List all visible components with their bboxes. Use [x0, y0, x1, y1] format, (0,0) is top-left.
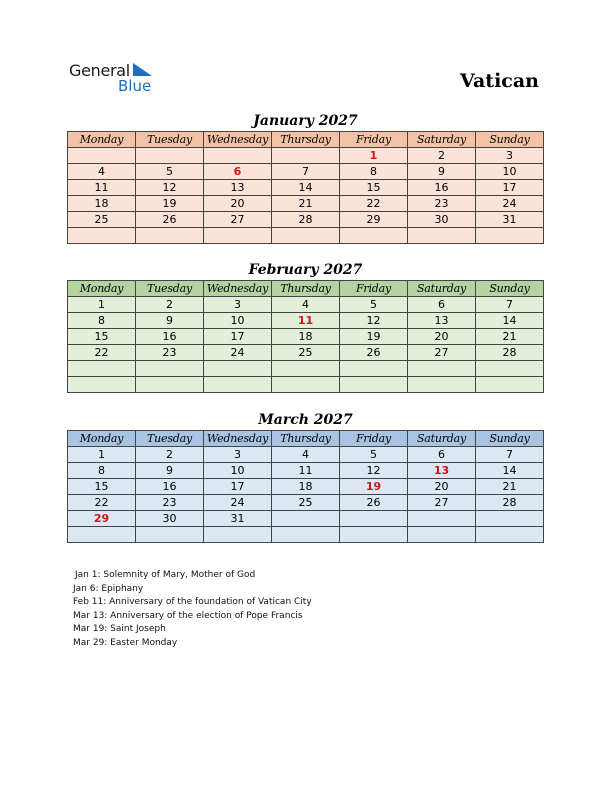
- holiday-note: Jan 6: Epiphany: [73, 583, 144, 594]
- day-cell: 22: [68, 495, 136, 511]
- day-cell: 22: [340, 196, 408, 212]
- month-march: [67, 410, 544, 543]
- day-cell: 28: [476, 345, 544, 361]
- day-cell: 7: [272, 164, 340, 180]
- day-cell: 2: [136, 297, 204, 313]
- holiday-note: Mar 29: Easter Monday: [73, 637, 178, 648]
- holiday-note: Mar 19: Saint Joseph: [73, 624, 166, 634]
- day-cell: 16: [136, 329, 204, 345]
- day-cell: 29: [340, 212, 408, 228]
- day-cell: [340, 511, 408, 527]
- day-cell: 23: [408, 196, 476, 212]
- day-cell: [340, 527, 408, 543]
- day-cell: 8: [68, 463, 136, 479]
- day-cell: 7: [476, 447, 544, 463]
- day-cell: [136, 361, 204, 377]
- weekday-header-tuesday: Tuesday: [136, 281, 204, 297]
- week-row: [68, 447, 544, 463]
- week-row: [68, 463, 544, 479]
- day-cell: 6: [408, 447, 476, 463]
- week-row: [68, 148, 544, 164]
- day-cell: 23: [136, 495, 204, 511]
- day-cell: 20: [408, 479, 476, 495]
- day-cell: [476, 228, 544, 244]
- day-cell: 3: [204, 447, 272, 463]
- month-title: February 2027: [248, 262, 363, 278]
- week-row: [68, 228, 544, 244]
- weekday-header-friday: Friday: [340, 431, 408, 447]
- week-row: [68, 361, 544, 377]
- day-cell: [476, 511, 544, 527]
- month-title: January 2027: [253, 113, 358, 129]
- day-cell: 26: [340, 345, 408, 361]
- holiday-day-cell: 19: [340, 479, 408, 495]
- day-cell: [204, 361, 272, 377]
- day-cell: 5: [136, 164, 204, 180]
- day-cell: 5: [340, 297, 408, 313]
- weekday-header-row: [68, 431, 544, 447]
- day-cell: 24: [204, 345, 272, 361]
- day-cell: 8: [340, 164, 408, 180]
- day-cell: 14: [272, 180, 340, 196]
- holiday-day-cell: 11: [272, 313, 340, 329]
- day-cell: [408, 228, 476, 244]
- day-cell: [136, 148, 204, 164]
- weekday-header-wednesday: Wednesday: [204, 431, 272, 447]
- day-cell: 14: [476, 463, 544, 479]
- day-cell: 18: [272, 329, 340, 345]
- holiday-day-cell: 1: [340, 148, 408, 164]
- week-row: [68, 511, 544, 527]
- day-cell: 4: [272, 297, 340, 313]
- week-row: [68, 212, 544, 228]
- week-row: [68, 164, 544, 180]
- day-cell: 18: [272, 479, 340, 495]
- logo-flag-icon: [133, 63, 155, 77]
- day-cell: 9: [136, 313, 204, 329]
- day-cell: [272, 361, 340, 377]
- calendar-table: [67, 280, 544, 393]
- day-cell: 25: [272, 345, 340, 361]
- day-cell: 1: [68, 297, 136, 313]
- day-cell: [204, 228, 272, 244]
- day-cell: 10: [204, 313, 272, 329]
- day-cell: [204, 148, 272, 164]
- weekday-header-thursday: Thursday: [272, 281, 340, 297]
- week-row: [68, 313, 544, 329]
- weekday-header-friday: Friday: [340, 281, 408, 297]
- brand-blue-text: Blue: [118, 77, 152, 95]
- holiday-note: Feb 11: Anniversary of the foundation of Vatican City: [73, 597, 312, 607]
- holiday-day-cell: 29: [68, 511, 136, 527]
- day-cell: 5: [340, 447, 408, 463]
- day-cell: 31: [476, 212, 544, 228]
- day-cell: [68, 361, 136, 377]
- day-cell: 13: [408, 313, 476, 329]
- day-cell: 15: [340, 180, 408, 196]
- day-cell: 28: [272, 212, 340, 228]
- day-cell: 12: [136, 180, 204, 196]
- day-cell: 17: [204, 329, 272, 345]
- month-title: March 2027: [258, 412, 353, 428]
- week-row: [68, 479, 544, 495]
- day-cell: [272, 377, 340, 393]
- day-cell: 12: [340, 313, 408, 329]
- day-cell: [476, 527, 544, 543]
- week-row: [68, 329, 544, 345]
- day-cell: [340, 361, 408, 377]
- day-cell: [408, 361, 476, 377]
- month-january: [67, 111, 544, 244]
- day-cell: 22: [68, 345, 136, 361]
- day-cell: 9: [136, 463, 204, 479]
- day-cell: [68, 527, 136, 543]
- day-cell: [340, 228, 408, 244]
- day-cell: 26: [340, 495, 408, 511]
- weekday-header-row: [68, 281, 544, 297]
- day-cell: 17: [204, 479, 272, 495]
- day-cell: 30: [136, 511, 204, 527]
- calendar-table: [67, 131, 544, 244]
- day-cell: [272, 228, 340, 244]
- week-row: [68, 527, 544, 543]
- day-cell: 6: [408, 297, 476, 313]
- day-cell: 21: [476, 479, 544, 495]
- week-row: [68, 377, 544, 393]
- weekday-header-saturday: Saturday: [408, 281, 476, 297]
- day-cell: [68, 148, 136, 164]
- weekday-header-thursday: Thursday: [272, 431, 340, 447]
- weekday-header-row: [68, 132, 544, 148]
- weekday-header-wednesday: Wednesday: [204, 281, 272, 297]
- weekday-header-thursday: Thursday: [272, 132, 340, 148]
- day-cell: 15: [68, 479, 136, 495]
- weekday-header-friday: Friday: [340, 132, 408, 148]
- country-title: Vatican: [460, 70, 539, 92]
- weekday-header-tuesday: Tuesday: [136, 431, 204, 447]
- day-cell: 10: [204, 463, 272, 479]
- day-cell: 28: [476, 495, 544, 511]
- weekday-header-monday: Monday: [68, 431, 136, 447]
- month-february: [67, 260, 544, 393]
- day-cell: [408, 527, 476, 543]
- day-cell: 7: [476, 297, 544, 313]
- day-cell: 23: [136, 345, 204, 361]
- day-cell: [204, 377, 272, 393]
- week-row: [68, 345, 544, 361]
- day-cell: [136, 228, 204, 244]
- day-cell: 17: [476, 180, 544, 196]
- day-cell: [204, 527, 272, 543]
- day-cell: 18: [68, 196, 136, 212]
- day-cell: 30: [408, 212, 476, 228]
- day-cell: 31: [204, 511, 272, 527]
- day-cell: [272, 148, 340, 164]
- day-cell: [272, 511, 340, 527]
- day-cell: 26: [136, 212, 204, 228]
- day-cell: [476, 377, 544, 393]
- day-cell: [340, 377, 408, 393]
- day-cell: 2: [408, 148, 476, 164]
- day-cell: 13: [204, 180, 272, 196]
- day-cell: 12: [340, 463, 408, 479]
- brand-logo: [69, 61, 169, 95]
- weekday-header-saturday: Saturday: [408, 431, 476, 447]
- day-cell: 27: [204, 212, 272, 228]
- week-row: [68, 196, 544, 212]
- weekday-header-sunday: Sunday: [476, 281, 544, 297]
- brand-general-text: General: [69, 61, 130, 80]
- day-cell: 1: [68, 447, 136, 463]
- day-cell: [272, 527, 340, 543]
- weekday-header-monday: Monday: [68, 132, 136, 148]
- day-cell: 20: [408, 329, 476, 345]
- day-cell: 19: [340, 329, 408, 345]
- day-cell: 9: [408, 164, 476, 180]
- day-cell: 27: [408, 345, 476, 361]
- day-cell: 21: [476, 329, 544, 345]
- holiday-notes: [73, 569, 312, 650]
- day-cell: 25: [68, 212, 136, 228]
- holiday-day-cell: 13: [408, 463, 476, 479]
- day-cell: 2: [136, 447, 204, 463]
- day-cell: [408, 377, 476, 393]
- holiday-note: Jan 1: Solemnity of Mary, Mother of God: [75, 570, 256, 580]
- day-cell: 25: [272, 495, 340, 511]
- day-cell: [68, 228, 136, 244]
- calendar-table: [67, 430, 544, 543]
- weekday-header-sunday: Sunday: [476, 132, 544, 148]
- weekday-header-monday: Monday: [68, 281, 136, 297]
- day-cell: 19: [136, 196, 204, 212]
- weekday-header-tuesday: Tuesday: [136, 132, 204, 148]
- day-cell: 11: [68, 180, 136, 196]
- day-cell: 16: [136, 479, 204, 495]
- day-cell: 8: [68, 313, 136, 329]
- day-cell: 4: [68, 164, 136, 180]
- day-cell: 3: [476, 148, 544, 164]
- week-row: [68, 297, 544, 313]
- day-cell: 24: [204, 495, 272, 511]
- week-row: [68, 180, 544, 196]
- holiday-day-cell: 6: [204, 164, 272, 180]
- day-cell: 27: [408, 495, 476, 511]
- weekday-header-wednesday: Wednesday: [204, 132, 272, 148]
- day-cell: 3: [204, 297, 272, 313]
- holiday-note: Mar 13: Anniversary of the election of Pope Francis: [73, 610, 303, 621]
- day-cell: [68, 377, 136, 393]
- day-cell: 24: [476, 196, 544, 212]
- day-cell: [136, 377, 204, 393]
- day-cell: 11: [272, 463, 340, 479]
- day-cell: [476, 361, 544, 377]
- weekday-header-saturday: Saturday: [408, 132, 476, 148]
- day-cell: 15: [68, 329, 136, 345]
- day-cell: 16: [408, 180, 476, 196]
- day-cell: 4: [272, 447, 340, 463]
- day-cell: 10: [476, 164, 544, 180]
- day-cell: 14: [476, 313, 544, 329]
- day-cell: [136, 527, 204, 543]
- weekday-header-sunday: Sunday: [476, 431, 544, 447]
- day-cell: 21: [272, 196, 340, 212]
- day-cell: 20: [204, 196, 272, 212]
- week-row: [68, 495, 544, 511]
- day-cell: [408, 511, 476, 527]
